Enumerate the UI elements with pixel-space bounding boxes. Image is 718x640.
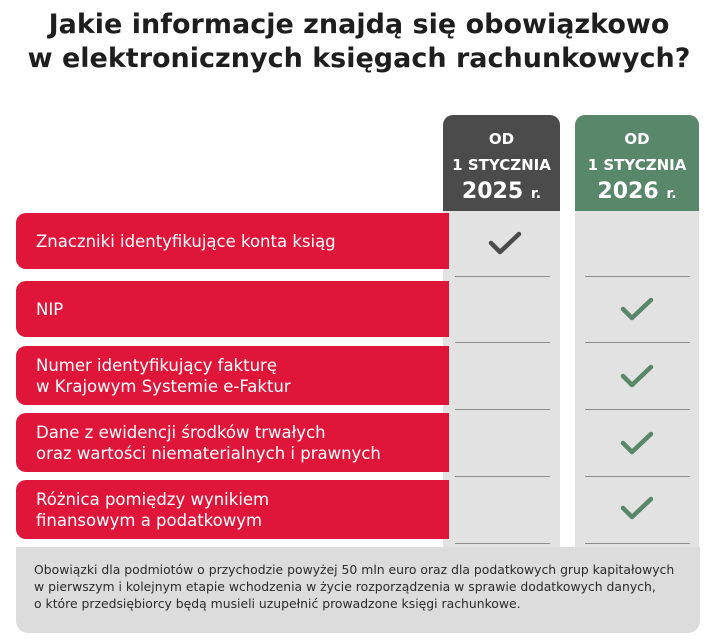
column-header-2026 bbox=[575, 115, 699, 211]
row-label-line-1: Znaczniki identyfikujące konta ksiąg bbox=[36, 231, 336, 251]
row-separator bbox=[585, 476, 690, 477]
infographic-title bbox=[0, 8, 718, 76]
row-label bbox=[36, 355, 291, 397]
row-label-line-1: Dane z ewidencji środków trwałych bbox=[36, 422, 326, 442]
title-line-1: Jakie informacje znajdą się obowiązkowo bbox=[48, 9, 670, 40]
year-value: 2026 bbox=[597, 179, 659, 204]
row-label bbox=[36, 299, 63, 320]
footnote-box bbox=[16, 547, 700, 633]
table-row bbox=[16, 346, 449, 405]
year-suffix: r. bbox=[666, 186, 677, 202]
column-header-from: OD bbox=[624, 130, 650, 148]
footnote-line-2: w pierwszym i kolejnym etapie wchodzenia w życie rozporządzenia w sprawie dodatkowych danych, bbox=[34, 579, 656, 594]
row-label bbox=[36, 489, 269, 531]
row-separator bbox=[455, 476, 550, 477]
row-separator bbox=[585, 276, 690, 277]
row-label-line-1: NIP bbox=[36, 299, 64, 319]
table-row bbox=[16, 413, 449, 472]
row-separator bbox=[455, 276, 550, 277]
year-suffix: r. bbox=[530, 186, 542, 202]
checkmark-icon bbox=[620, 495, 654, 521]
row-label-line-1: Różnica pomiędzy wynikiem bbox=[36, 489, 270, 509]
column-header-2025 bbox=[443, 115, 560, 211]
row-separator bbox=[585, 342, 690, 343]
checkmark-icon bbox=[620, 363, 654, 389]
title-line-2: w elektronicznych księgach rachunkowych? bbox=[27, 43, 691, 74]
row-label bbox=[36, 422, 381, 464]
row-separator bbox=[455, 409, 550, 410]
row-separator bbox=[585, 409, 690, 410]
row-label-line-2: w Krajowym Systemie e-Faktur bbox=[36, 376, 291, 396]
column-header-from: OD bbox=[488, 130, 515, 148]
column-header-year bbox=[575, 179, 699, 207]
column-header-year bbox=[443, 179, 560, 207]
column-2025-body bbox=[443, 211, 560, 547]
row-separator bbox=[455, 342, 550, 343]
column-header-date: 1 STYCZNIA bbox=[587, 156, 687, 174]
table-row bbox=[16, 480, 449, 539]
table-row bbox=[16, 281, 449, 337]
row-label bbox=[36, 231, 336, 252]
row-label-line-2: finansowym a podatkowym bbox=[36, 510, 263, 530]
footnote-line-1: Obowiązki dla podmiotów o przychodzie powyżej 50 mln euro oraz dla podatkowych grup kapitałowych bbox=[34, 562, 675, 577]
column-header-date: 1 STYCZNIA bbox=[452, 156, 551, 174]
row-separator bbox=[455, 543, 550, 544]
row-label-line-2: oraz wartości niematerialnych i prawnych bbox=[36, 443, 381, 463]
table-row bbox=[16, 213, 449, 269]
checkmark-icon bbox=[620, 430, 654, 456]
checkmark-icon bbox=[620, 296, 654, 322]
row-label-line-1: Numer identyfikujący fakturę bbox=[36, 355, 277, 375]
row-separator bbox=[585, 543, 690, 544]
footnote-line-3: o które przedsiębiorcy będą musieli uzupełnić prowadzone księgi rachunkowe. bbox=[34, 596, 521, 611]
checkmark-icon bbox=[488, 230, 522, 256]
year-value: 2025 bbox=[461, 179, 524, 204]
